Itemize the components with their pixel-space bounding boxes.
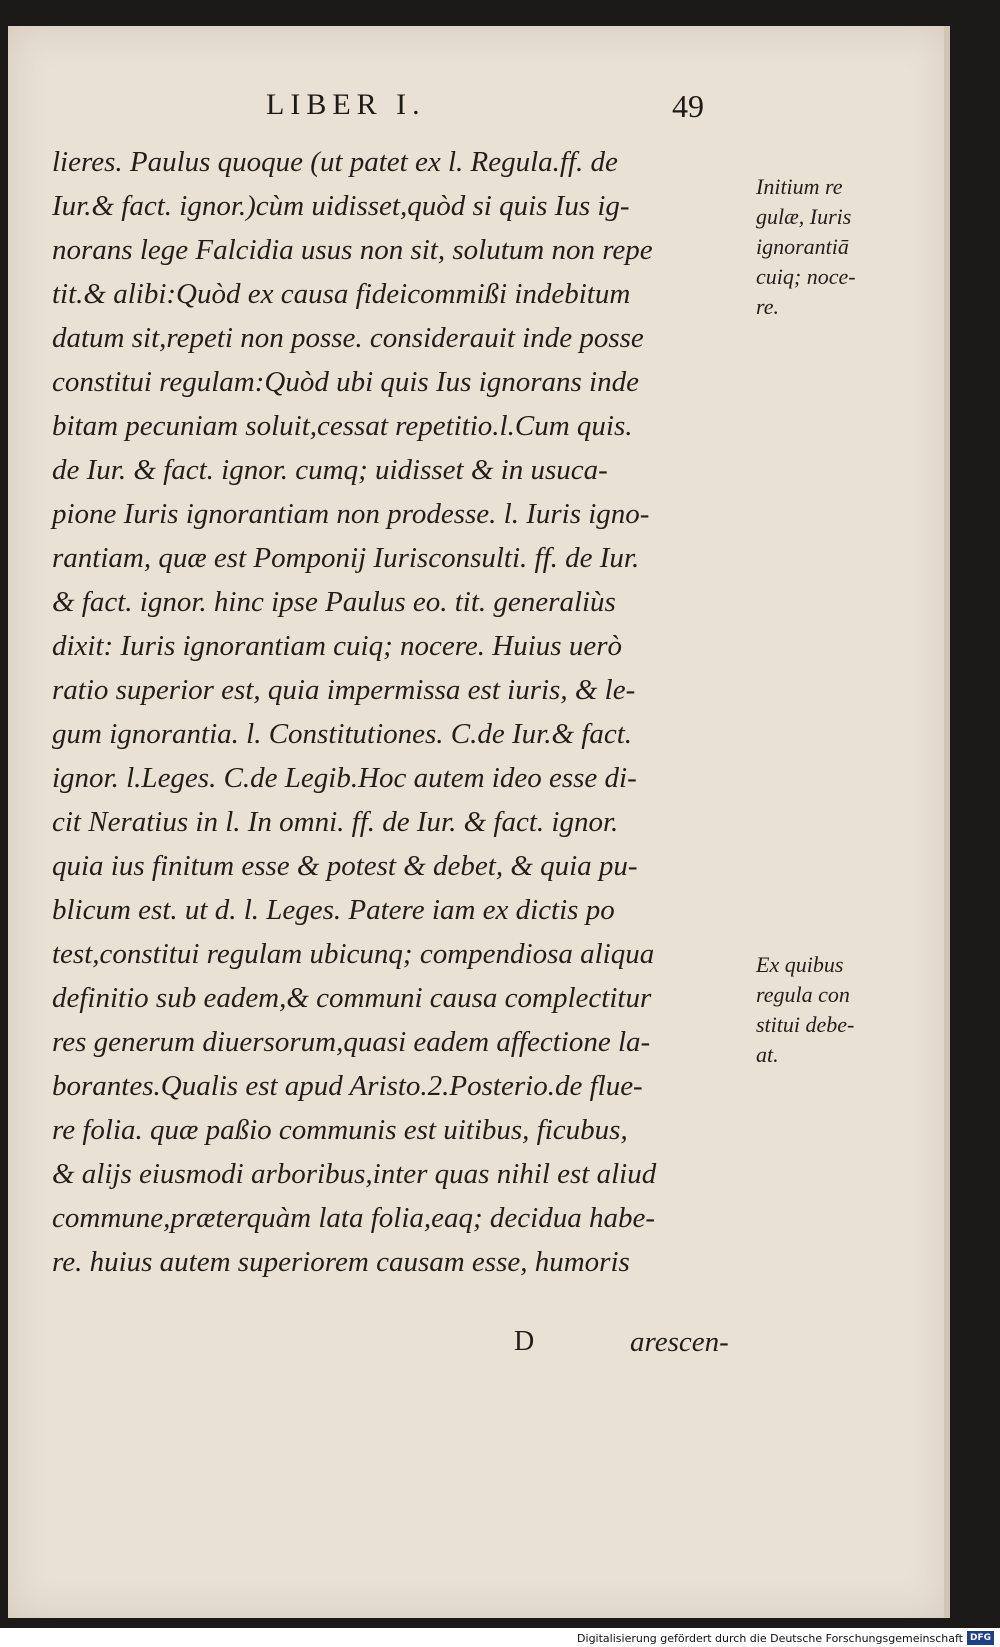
text-line: Iur.& fact. ignor.)cùm uidisset,quòd si quis Ius ig-: [52, 190, 630, 222]
text-line: & alijs eiusmodi arboribus,inter quas nihil est aliud: [52, 1158, 657, 1190]
marginal-note-line: stitui debe-: [756, 1012, 855, 1037]
text-line: res generum diuersorum,quasi eadem affectione la-: [52, 1026, 651, 1058]
marginal-note-initium: [756, 172, 946, 322]
text-line: rantiam, quæ est Pomponij Iurisconsulti. ff. de Iur.: [52, 542, 640, 574]
text-line: pione Iuris ignorantiam non prodesse. l. Iuris igno-: [52, 498, 650, 530]
marginal-note-line: ignorantiā: [756, 234, 849, 259]
marginal-note-line: at.: [756, 1042, 779, 1067]
running-head: LIBER I.: [266, 88, 426, 121]
marginal-note-line: cuiq; noce-: [756, 264, 856, 289]
marginal-note-ex-quibus: [756, 950, 946, 1070]
text-line: re. huius autem superiorem causam esse, humoris: [52, 1246, 630, 1278]
marginal-note-line: gulæ, Iuris: [756, 204, 852, 229]
text-line: tit.& alibi:Quòd ex causa fideicommißi indebitum: [52, 278, 631, 310]
marginal-note-line: Ex quibus: [756, 952, 844, 977]
body-text: [52, 140, 752, 1284]
text-line: gum ignorantia. l. Constitutiones. C.de Iur.& fact.: [52, 718, 633, 750]
text-line: bitam pecuniam soluit,cessat repetitio.l.Cum quis.: [52, 410, 633, 442]
page-number: 49: [672, 88, 704, 124]
text-line: cit Neratius in l. In omni. ff. de Iur. & fact. ignor.: [52, 806, 619, 838]
text-line: norans lege Falcidia usus non sit, solutum non repe: [52, 234, 653, 266]
signature-mark: D: [514, 1326, 535, 1357]
marginal-note-line: regula con: [756, 982, 850, 1007]
catchword: arescen-: [630, 1326, 729, 1358]
marginal-note-line: Initium re: [756, 174, 843, 199]
text-line: datum sit,repeti non posse. considerauit inde posse: [52, 322, 644, 354]
text-line: de Iur. & fact. ignor. cumq; uidisset & in usuca-: [52, 454, 608, 486]
text-line: constitui regulam:Quòd ubi quis Ius ignorans inde: [52, 366, 639, 398]
text-line: definitio sub eadem,& communi causa complectitur: [52, 982, 652, 1014]
text-line: re folia. quæ paßio communis est uitibus, ficubus,: [52, 1114, 628, 1146]
text-line: borantes.Qualis est apud Aristo.2.Posterio.de flue-: [52, 1070, 643, 1102]
text-line: lieres. Paulus quoque (ut patet ex l. Regula.ff. de: [52, 146, 618, 178]
footer-credit-text: Digitalisierung gefördert durch die Deutsche Forschungsgemeinschaft: [577, 1631, 963, 1645]
text-line: & fact. ignor. hinc ipse Paulus eo. tit. generaliùs: [52, 586, 616, 618]
text-line: test,constitui regulam ubicunq; compendiosa aliqua: [52, 938, 655, 970]
text-line: ignor. l.Leges. C.de Legib.Hoc autem ideo esse di-: [52, 762, 637, 794]
text-line: ratio superior est, quia impermissa est iuris, & le-: [52, 674, 636, 706]
text-line: commune,præterquàm lata folia,eaq; decidua habe-: [52, 1202, 655, 1234]
text-line: blicum est. ut d. l. Leges. Patere iam ex dictis po: [52, 894, 615, 926]
dfg-logo: DFG: [967, 1631, 994, 1645]
text-line: quia ius finitum esse & potest & debet, & quia pu-: [52, 850, 638, 882]
text-line: dixit: Iuris ignorantiam cuiq; nocere. Huius uerò: [52, 630, 622, 662]
footer-credit: [577, 1630, 994, 1646]
marginal-note-line: re.: [756, 294, 780, 319]
